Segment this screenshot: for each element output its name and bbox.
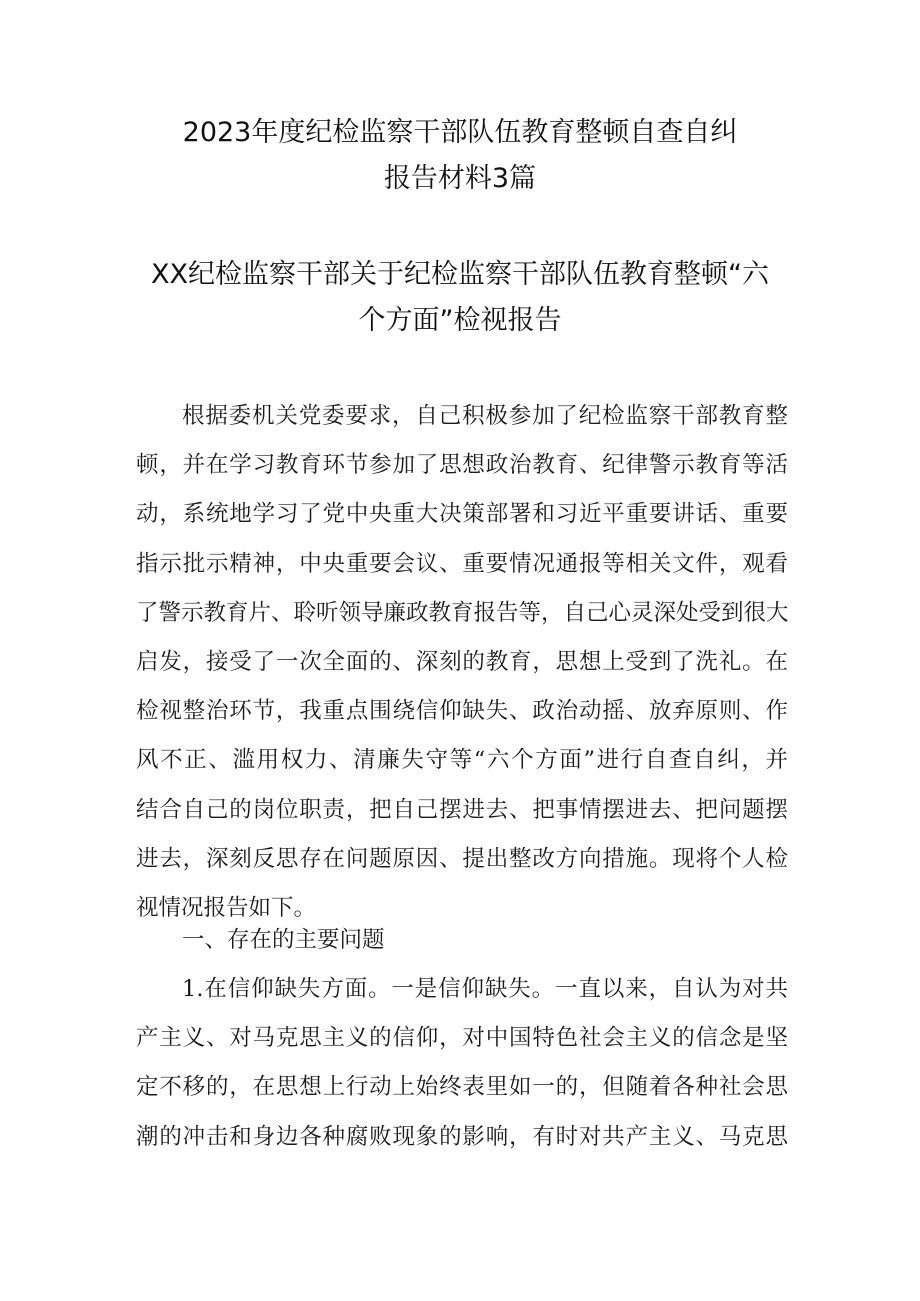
title-line: 2023年度纪检监察干部队伍教育整顿自查自纠 (182, 117, 738, 148)
paragraph-line: 结合自己的岗位职责，把自己摆进去、把事情摆进去、把问题摆 (136, 796, 788, 823)
title-line: 报告材料3篇 (383, 163, 537, 194)
paragraph-line: 产主义、对马克思主义的信仰，对中国特色社会主义的信念是坚 (136, 1025, 788, 1052)
issue-paragraph (136, 965, 788, 1162)
paragraph-line: 视情况报告如下。 (136, 894, 317, 921)
paragraph-line: 了警示教育片、聆听领导廉政教育报告等，自己心灵深处受到很大 (136, 599, 789, 626)
report-subtitle (120, 252, 800, 344)
section-heading-text: 一、存在的主要问题 (182, 927, 385, 953)
paragraph-line: 动，系统地学习了党中央重大决策部署和习近平重要讲话、重要 (136, 501, 788, 528)
paragraph-line: 定不移的，在思想上行动上始终表里如一的，但随着各种社会思 (136, 1074, 788, 1101)
paragraph-line: 顿，并在学习教育环节参加了思想政治教育、纪律警示教育等活 (136, 452, 788, 479)
section-heading (136, 916, 788, 965)
paragraph-line: 1.在信仰缺失方面。一是信仰缺失。一直以来，自认为对共 (182, 976, 788, 1002)
intro-paragraph (136, 392, 788, 933)
paragraph-line: 潮的冲击和身边各种腐败现象的影响，有时对共产主义、马克思 (136, 1123, 788, 1150)
paragraph-line: 进去，深刻反思存在问题原因、提出整改方向措施。现将个人检 (136, 845, 788, 872)
paragraph-line: 检视整治环节，我重点围绕信仰缺失、政治动摇、放弃原则、作 (136, 698, 788, 725)
paragraph-line: 根据委机关党委要求，自己积极参加了纪检监察干部教育整 (182, 403, 788, 429)
paragraph-line: 风不正、滥用权力、清廉失守等“六个方面”进行自查自纠，并 (136, 747, 788, 774)
document-title (120, 110, 800, 202)
paragraph-line: 启发，接受了一次全面的、深刻的教育，思想上受到了洗礼。在 (136, 648, 788, 675)
subtitle-line: 个方面”检视报告 (358, 305, 562, 336)
paragraph-line: 指示批示精神，中央重要会议、重要情况通报等相关文件，观看 (136, 550, 788, 577)
subtitle-line: XX纪检监察干部关于纪检监察干部队伍教育整顿“六 (151, 259, 769, 290)
